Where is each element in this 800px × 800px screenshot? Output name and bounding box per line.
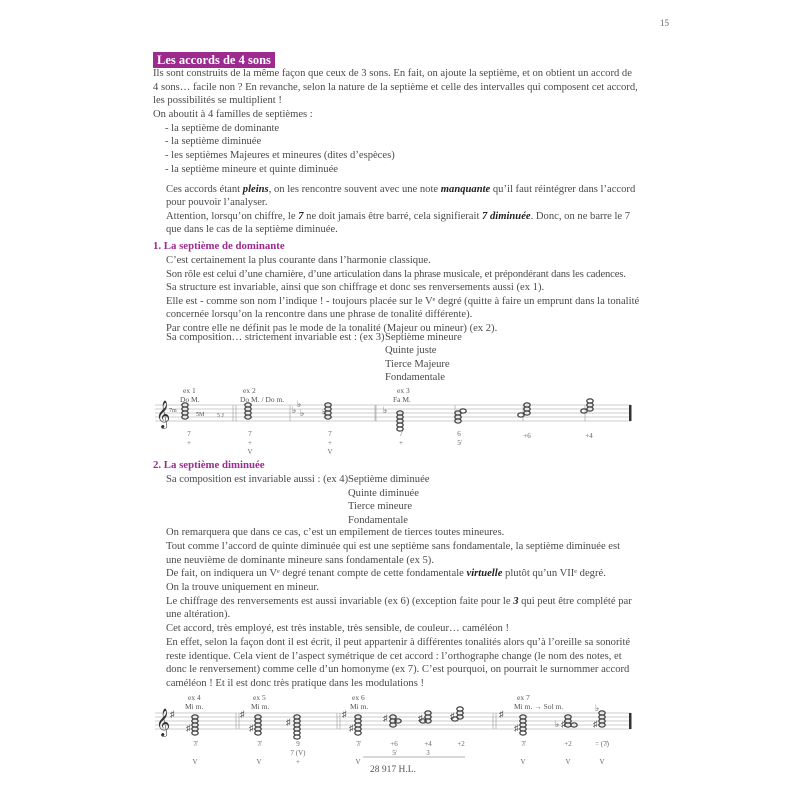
treble-clef-icon: 𝄞 bbox=[156, 400, 171, 428]
accidental-icon: ♯ bbox=[286, 717, 291, 727]
example-label: ex 7 bbox=[517, 693, 530, 702]
accidental-icon: ♯ bbox=[342, 709, 347, 719]
accidental-icon: ♯ bbox=[561, 719, 566, 729]
paragraph-line: les possibilités se multiplient ! bbox=[153, 95, 282, 106]
paragraph-line: Tout comme l’accord de quinte diminuée qui est une septième sans fondamentale, la septième diminuée est bbox=[166, 541, 621, 552]
accidental-icon: ♯ bbox=[514, 723, 519, 733]
interval-annotation: 5M bbox=[196, 412, 205, 418]
paragraph-line: une neuvième de dominante mineure sans fondamentale (ex 5). bbox=[166, 555, 434, 566]
accidental-icon: ♯ bbox=[418, 713, 423, 723]
accidental-icon: ♮ bbox=[322, 408, 326, 418]
list-item: - la septième mineure et quinte diminuée bbox=[165, 164, 338, 175]
key-label: Mi m. → Sol m. bbox=[514, 702, 564, 711]
note-paragraph: Attention, lorsqu’on chiffre, le 7 ne doit jamais être barré, cela signifierait 7 diminuée. Donc, on ne barre le 7 bbox=[166, 211, 631, 222]
paragraph-line: Cet accord, très employé, est très instable, très sensible, de couleur… caméléon ! bbox=[166, 623, 509, 634]
paragraph-line: Par contre elle ne définit pas le mode de la tonalité (Majeur ou mineur) (ex 2). bbox=[166, 323, 498, 334]
composition-item: Quinte diminuée bbox=[348, 488, 419, 499]
figured-bass: +6 5̸ bbox=[390, 740, 398, 757]
figured-bass: +4 bbox=[585, 432, 593, 440]
accidental-icon: ♭ bbox=[292, 405, 297, 415]
accidental-icon: ♯ bbox=[249, 723, 254, 733]
chord-note bbox=[457, 707, 463, 711]
example-label: ex 5 bbox=[253, 693, 266, 702]
figured-bass: +4 3 bbox=[424, 740, 432, 757]
paragraph-line: Le chiffrage des renversements est aussi invariable (ex 6) (exception faite pour le 3 qui peut être complété par bbox=[166, 596, 632, 607]
figured-bass: 7̸ V bbox=[520, 740, 526, 766]
accidental-icon: ♯ bbox=[383, 713, 388, 723]
paragraph-line: Ils sont construits de la même façon que ceux de 3 sons. En fait, on ajoute la septième, et on obtient un accord de bbox=[153, 68, 632, 79]
paragraph-line: Sa composition… strictement invariable est : (ex 3) bbox=[166, 332, 385, 343]
composition-item: Fondamentale bbox=[385, 372, 446, 383]
chord-note bbox=[587, 399, 593, 403]
accidental-icon: ♯ bbox=[349, 723, 354, 733]
interval-annotation: 7m bbox=[169, 408, 177, 414]
accidental-icon: ♭ bbox=[595, 703, 600, 713]
figured-bass: 7 + bbox=[399, 430, 403, 447]
composition-item: Fondamentale bbox=[348, 515, 409, 526]
accidental-icon: ♯ bbox=[170, 709, 175, 719]
section-heading: 2. La septième diminuée bbox=[153, 459, 265, 471]
figured-bass: 7 + V bbox=[247, 430, 253, 456]
composition-item: Tierce mineure bbox=[348, 501, 413, 512]
final-bar-line bbox=[629, 405, 632, 421]
paragraph-line: On la trouve uniquement en mineur. bbox=[166, 582, 319, 593]
paragraph-line: pour pouvoir l’analyser. bbox=[166, 197, 268, 208]
figured-bass: 6 5̸ bbox=[457, 430, 461, 447]
chord-note bbox=[581, 409, 587, 413]
example-label: ex 4 bbox=[188, 693, 201, 702]
accidental-icon: ♭ bbox=[300, 408, 305, 418]
figured-bass: 7̸ V bbox=[256, 740, 262, 766]
example-label: ex 6 bbox=[352, 693, 365, 702]
composition-item: Quinte juste bbox=[385, 345, 437, 356]
note-paragraph: Ces accords étant pleins, on les rencontre souvent avec une note manquante qu’il faut réintégrer dans l’accord bbox=[166, 184, 636, 195]
paragraph-line: Sa composition est invariable aussi : (ex 4) bbox=[166, 474, 349, 485]
figured-bass: 7 + V bbox=[327, 430, 333, 456]
accidental-icon: ♯ bbox=[450, 711, 455, 721]
accidental-icon: ♯ bbox=[499, 709, 504, 719]
paragraph-line: On remarquera que dans ce cas, c’est un empilement de tierces toutes mineures. bbox=[166, 527, 505, 538]
figured-bass: +2 V bbox=[564, 740, 572, 766]
list-item: - la septième de dominante bbox=[165, 123, 280, 134]
paragraph-line: caméléon ! Et il est donc très pratique dans les modulations ! bbox=[166, 678, 425, 689]
accidental-icon: ♯ bbox=[593, 719, 598, 729]
figured-bass: 7̸ V bbox=[355, 740, 361, 766]
paragraph-line: Elle est - comme son nom l’indique ! - toujours placée sur le Vᵉ degré (quitte à faire un emprunt dans la tonalité bbox=[166, 296, 640, 307]
key-label: Do M. / Do m. bbox=[240, 395, 285, 404]
page-number: 15 bbox=[660, 18, 669, 28]
key-label: Mi m. bbox=[185, 702, 204, 711]
catalog-number: 28 917 H.L. bbox=[370, 765, 416, 775]
accidental-icon: ♭ bbox=[383, 405, 388, 415]
composition-item: Tierce Majeure bbox=[385, 359, 450, 370]
paragraph-line: donc le renversement) comme celle d’un homonyme (ex 7). C’est pourquoi, on pourrait le surnommer accord bbox=[166, 664, 630, 675]
accidental-icon: ♭ bbox=[555, 719, 560, 729]
example-label: ex 1 bbox=[183, 386, 196, 395]
figured-bass: +6 bbox=[523, 432, 531, 440]
accidental-icon: ♯ bbox=[240, 709, 245, 719]
paragraph-line: C’est certainement la plus courante dans l’harmonie classique. bbox=[166, 255, 431, 266]
paragraph-line: concernée lorsqu’on la rencontre dans une phrase de tonalité différente). bbox=[166, 309, 473, 320]
paragraph-line: une altération). bbox=[166, 609, 231, 620]
figured-bass: = (7̸) V bbox=[595, 740, 609, 766]
paragraph-line: On aboutit à 4 familles de septièmes : bbox=[153, 109, 313, 120]
figured-bass: 7 + bbox=[187, 430, 191, 447]
paragraph-line: 4 sons… facile non ? En revanche, selon la nature de la septième et celle des intervalles qui composent cet accord, bbox=[153, 82, 638, 93]
paragraph-line: De fait, on indiquera un Vᵉ degré tenant compte de cette fondamentale virtuelle plutôt qu’un VIIᵉ degré. bbox=[166, 568, 606, 579]
figured-bass: 7̸ V bbox=[192, 740, 198, 766]
interval-annotation: 5 J bbox=[217, 413, 224, 419]
figured-bass: 9 7 (V) + bbox=[290, 740, 306, 766]
example-label: ex 3 bbox=[397, 386, 410, 395]
composition-item: Septième diminuée bbox=[348, 474, 430, 485]
final-bar-line bbox=[629, 713, 632, 729]
section-heading: 1. La septième de dominante bbox=[153, 240, 285, 252]
treble-clef-icon: 𝄞 bbox=[156, 708, 171, 736]
key-label: Do M. bbox=[180, 395, 200, 404]
chapter-title: Les accords de 4 sons bbox=[153, 52, 275, 68]
key-label: Fa M. bbox=[393, 395, 411, 404]
accidental-icon: ♯ bbox=[186, 723, 191, 733]
paragraph-line: Sa structure est invariable, ainsi que son chiffrage et donc ses renversements aussi (ex 1). bbox=[166, 282, 545, 293]
key-label: Mi m. bbox=[251, 702, 270, 711]
key-label: Mi m. bbox=[350, 702, 369, 711]
list-item: - la septième diminuée bbox=[165, 136, 262, 147]
paragraph-line: Son rôle est celui d’une charnière, d’une articulation dans la phrase musicale, et prépondérant dans les cadences. bbox=[166, 269, 626, 280]
figured-bass: +2 bbox=[457, 740, 465, 748]
composition-item: Septième mineure bbox=[385, 332, 462, 343]
list-item: - les septièmes Majeures et mineures (dites d’espèces) bbox=[165, 150, 395, 161]
paragraph-line: reste identique. Cela vient de l’aspect symétrique de cet accord : l’orthographe change (le nom des notes, et bbox=[166, 651, 622, 662]
accidental-icon: ♭ bbox=[297, 399, 302, 409]
paragraph-line: En effet, selon la façon dont il est écrit, il peut appartenir à différentes tonalités alors qu’à l’oreille sa sonorité bbox=[166, 637, 631, 648]
example-label: ex 2 bbox=[243, 386, 256, 395]
paragraph-line: que dans le cas de la septième diminuée. bbox=[166, 224, 338, 235]
